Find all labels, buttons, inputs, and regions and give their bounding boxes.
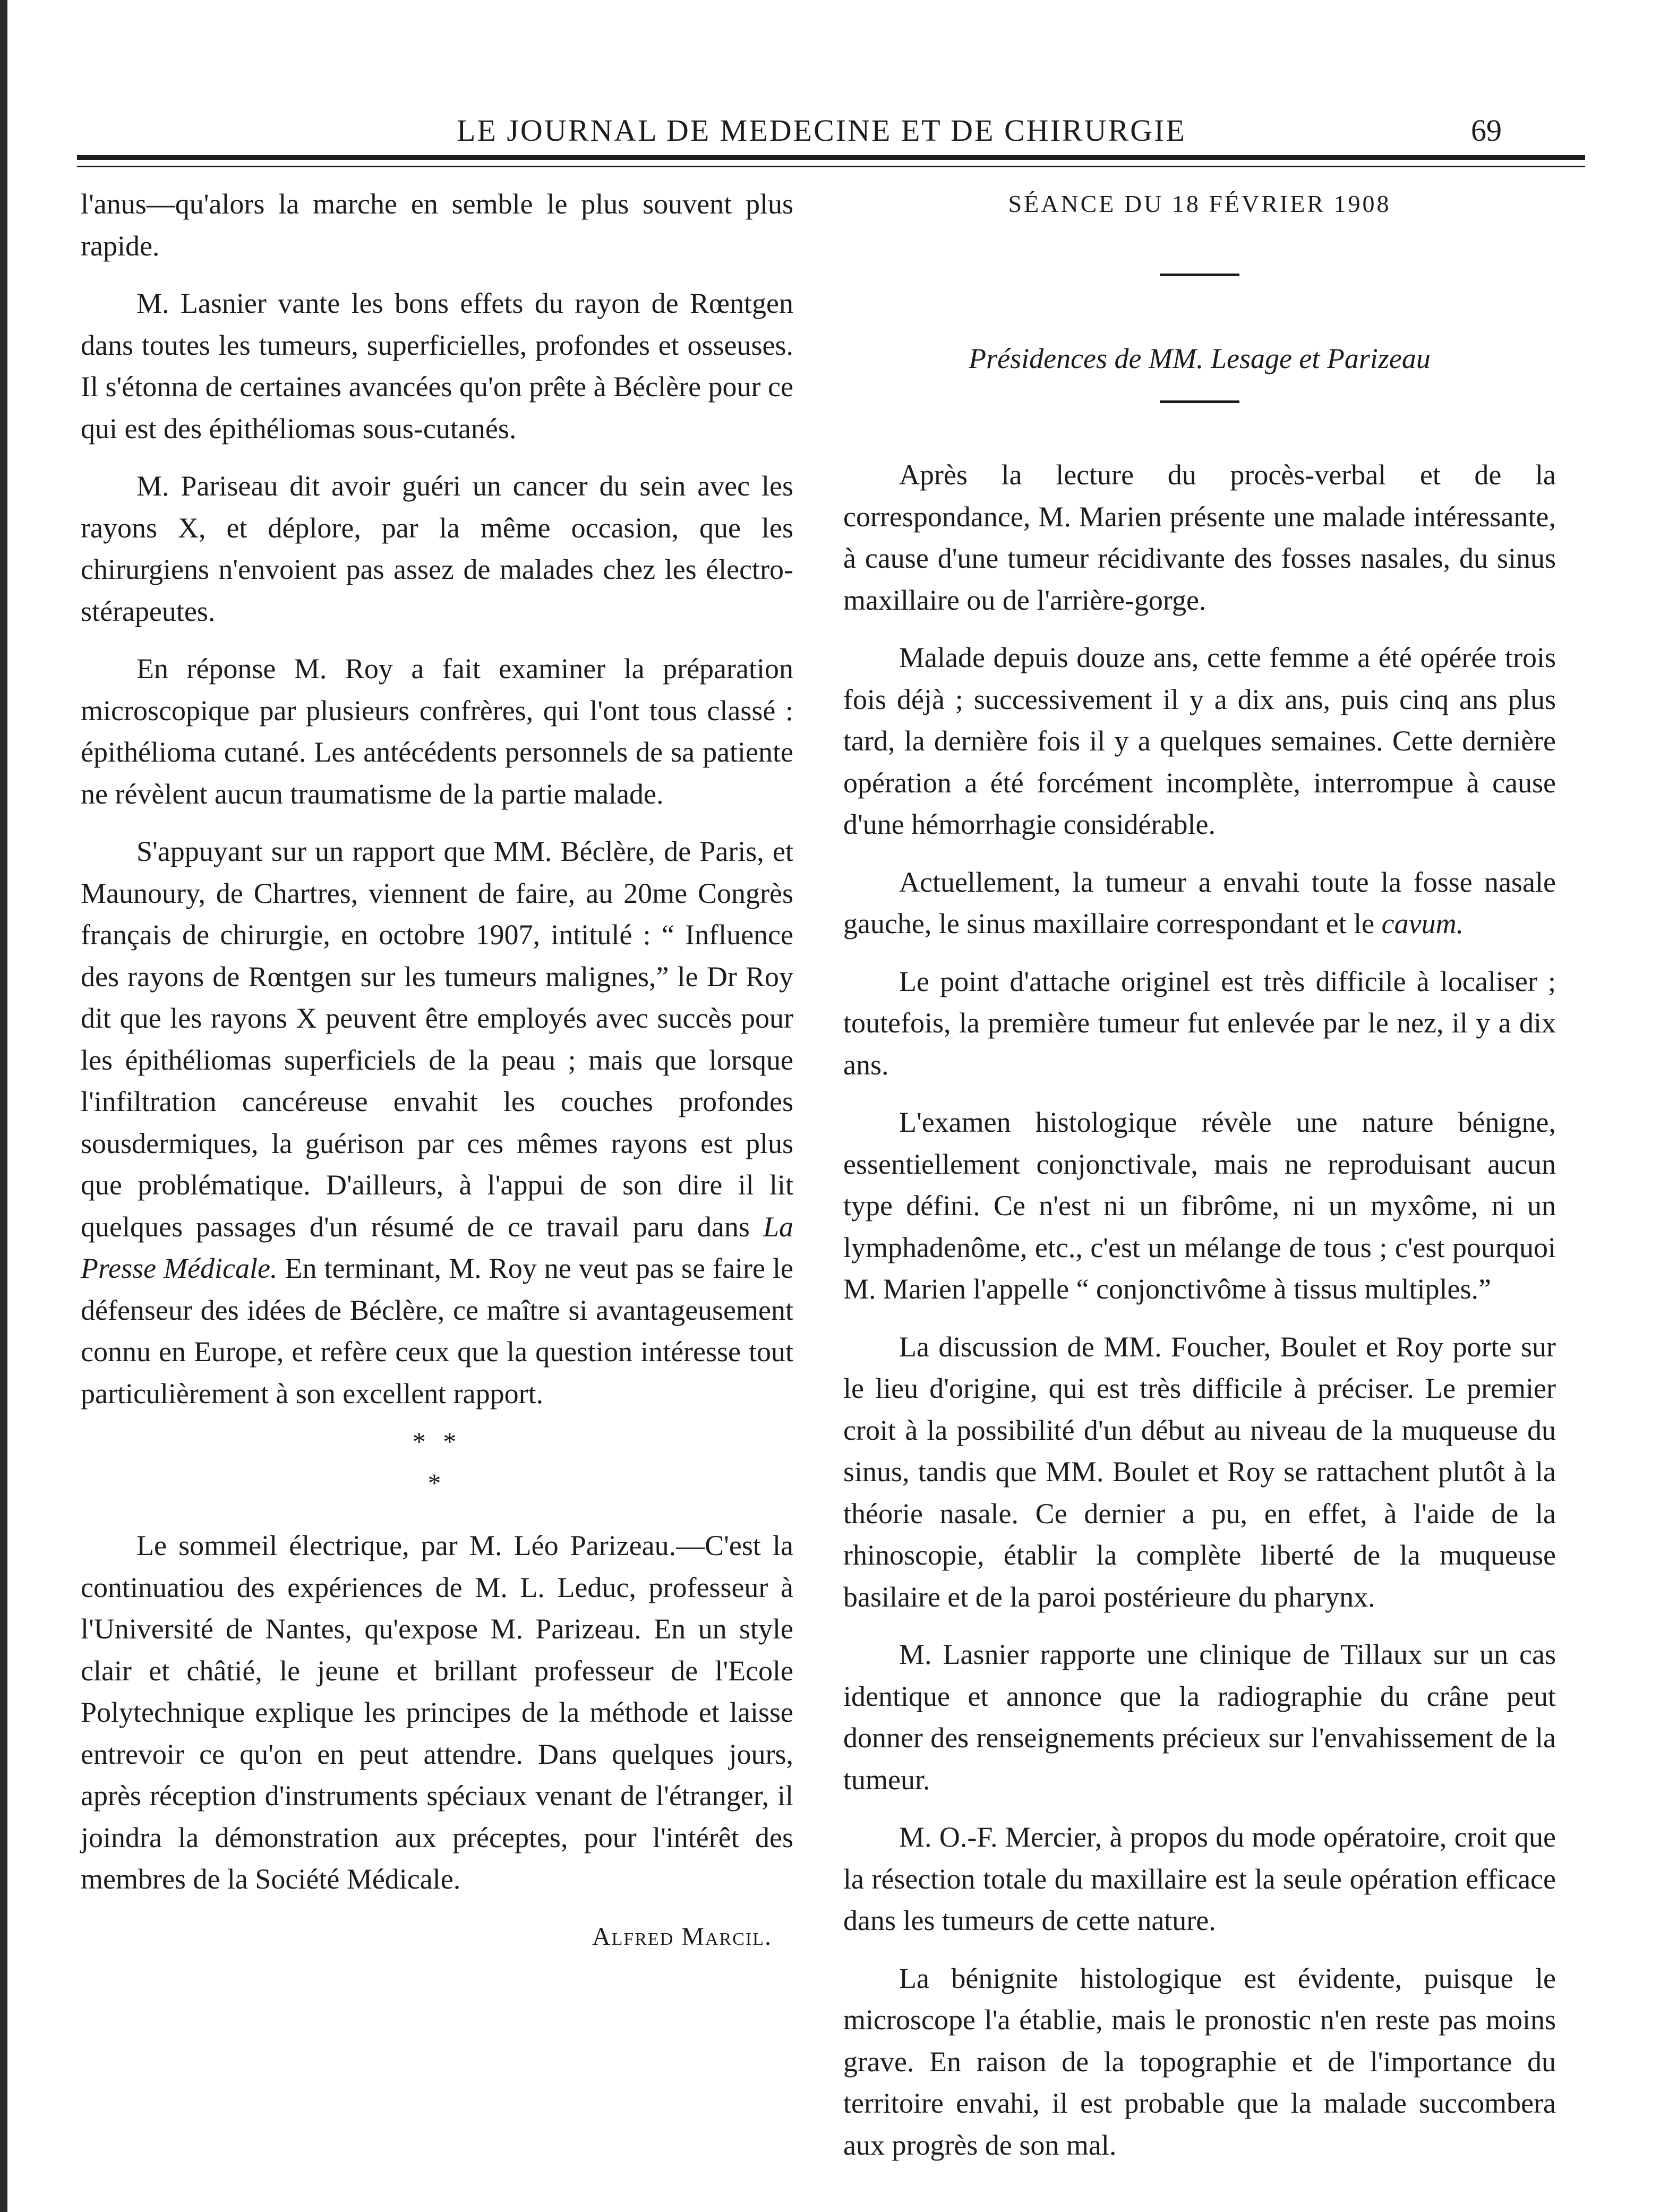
- paragraph: l'anus—qu'alors la marche en semble le plus souvent plus rapide.: [81, 188, 793, 262]
- asterism-divider: * * *: [412, 1427, 462, 1498]
- paragraph: M. Lasnier vante les bons effets du rayon de Rœntgen dans toutes les tumeurs, superficielles, profondes et osseuses. Il s'étonna de certaines avancées qu'on prête à Béclère pour ce qui est des épithéliomas sous-cutanés.: [81, 287, 793, 445]
- paragraph: La bénignite histologique est évidente, puisque le microscope l'a établie, mais le pronostic n'en reste pas moins grave. En raison de la topographie et de l'importance du territoire envahi, il est probable que la malade succombera aux progrès de son mal.: [843, 1962, 1556, 2161]
- italic-term: cavum.: [1381, 908, 1464, 940]
- journal-title: LE JOURNAL DE MEDECINE ET DE CHIRURGIE: [457, 113, 1186, 148]
- page-number: 69: [1471, 113, 1502, 148]
- paragraph: Après la lecture du procès-verbal et de la correspondance, M. Marien présente une malade intéressante, à cause d'une tumeur récidivante des fosses nasales, du sinus maxillaire ou de l'arrière-gorge.: [843, 459, 1556, 616]
- paragraph: M. Lasnier rapporte une clinique de Tillaux sur un cas identique et annonce que la radiographie du crâne peut donner des renseignements précieux sur l'envahissement de la tumeur.: [843, 1638, 1556, 1796]
- paragraph-text: S'appuyant sur un rapport que MM. Béclère, de Paris, et Maunoury, de Chartres, viennent de faire, au 20me Congrès français de chirurgie, en octobre 1907, intitulé : “ Influence des rayons de Rœntgen sur les tumeurs malignes,” le Dr Roy dit que les rayons X peuvent être employés avec succès pour les épithéliomas superficiels de la peau ; mais que lorsque l'infiltration cancéreuse envahit les couches profondes sousdermiques, la guérison par ces mêmes rayons est plus que problématique. D'ailleurs, à l'appui de son dire il lit quelques passages d'un résumé de ce travail paru dans: [81, 835, 793, 1243]
- presidence-line: Présidences de MM. Lesage et Parizeau: [969, 343, 1431, 374]
- header-rule-thin: [77, 166, 1585, 167]
- header-rule-thick: [77, 155, 1585, 160]
- paragraph: En réponse M. Roy a fait examiner la préparation microscopique par plusieurs confrères, qui l'ont tous classé : épithélioma cutané. Les antécédents personnels de sa patiente ne révèlent aucun traumatisme de la partie malade.: [81, 653, 793, 810]
- paragraph-text: Actuellement, la tumeur a envahi toute la fosse nasale gauche, le sinus maxillaire correspondant et le: [843, 866, 1556, 940]
- paragraph: L'examen histologique révèle une nature bénigne, essentiellement conjonctivale, mais ne reproduisant aucun type défini. Ce n'est ni un fibrôme, ni un myxôme, ni un lymphadenôme, etc., c'est un mélange de tous ; c'est pourquoi M. Marien l'appelle “ conjonctivôme à tissus multiples.”: [843, 1106, 1556, 1305]
- short-rule: [1160, 400, 1239, 403]
- paragraph: Malade depuis douze ans, cette femme a été opérée trois fois déjà ; successivement il y a dix ans, puis cinq ans plus tard, la dernière fois il y a quelques semaines. Cette dernière opération a été forcément incomplète, interrompue à cause d'une hémorrhagie considérable.: [843, 642, 1556, 840]
- paragraph: Le point d'attache originel est très difficile à localiser ; toutefois, la première tumeur fut enlevée par le nez, il y a dix ans.: [843, 965, 1556, 1081]
- author-signature: Alfred Marcil.: [592, 1922, 772, 1951]
- seance-heading: SÉANCE DU 18 FÉVRIER 1908: [1008, 190, 1391, 217]
- paragraph-text: En terminant, M. Roy ne veut pas se faire le défenseur des idées de Béclère, ce maître si avantageusement connu en Europe, et refère ceux que la question intéresse tout particulièrement à son excellent rapport.: [81, 1252, 793, 1410]
- paragraph: [843, 861, 1556, 945]
- left-column: [81, 183, 793, 1958]
- journal-reference: La Presse Médicale.: [81, 1210, 793, 1284]
- paragraph: M. Pariseau dit avoir guéri un cancer du sein avec les rayons X, et déplore, par la même occasion, que les chirurgiens n'envoient pas assez de malades chez les électro-stérapeutes.: [81, 470, 793, 627]
- right-column: [843, 183, 1556, 2166]
- paragraph: M. O.-F. Mercier, à propos du mode opératoire, croit que la résection totale du maxillaire est la seule opération efficace dans les tumeurs de cette nature.: [843, 1821, 1556, 1936]
- scan-edge: [0, 0, 7, 2212]
- paragraph: [81, 831, 793, 1414]
- paragraph: La discussion de MM. Foucher, Boulet et Roy porte sur le lieu d'origine, qui est très difficile à préciser. Le premier croit à la possibilité d'un début au niveau de la muqueuse du sinus, tandis que MM. Boulet et Roy se rattachent plutôt à la théorie nasale. Ce dernier a pu, en effet, à l'aide de la rhinoscopie, établir la complète liberté de la muqueuse basilaire et de la paroi postérieure du pharynx.: [843, 1330, 1556, 1613]
- paragraph: Le sommeil électrique, par M. Léo Parizeau.—C'est la continuatiou des expériences de M. L. Leduc, professeur à l'Université de Nantes, qu'expose M. Parizeau. En un style clair et châtié, le jeune et brillant professeur de l'Ecole Polytechnique explique les principes de la méthode et laisse entrevoir ce qu'on en peut attendre. Dans quelques jours, après réception d'instruments spéciaux venant de l'étranger, il joindra la démonstration aux préceptes, pour l'intérêt des membres de la Société Médicale.: [81, 1530, 793, 1895]
- short-rule: [1160, 274, 1239, 276]
